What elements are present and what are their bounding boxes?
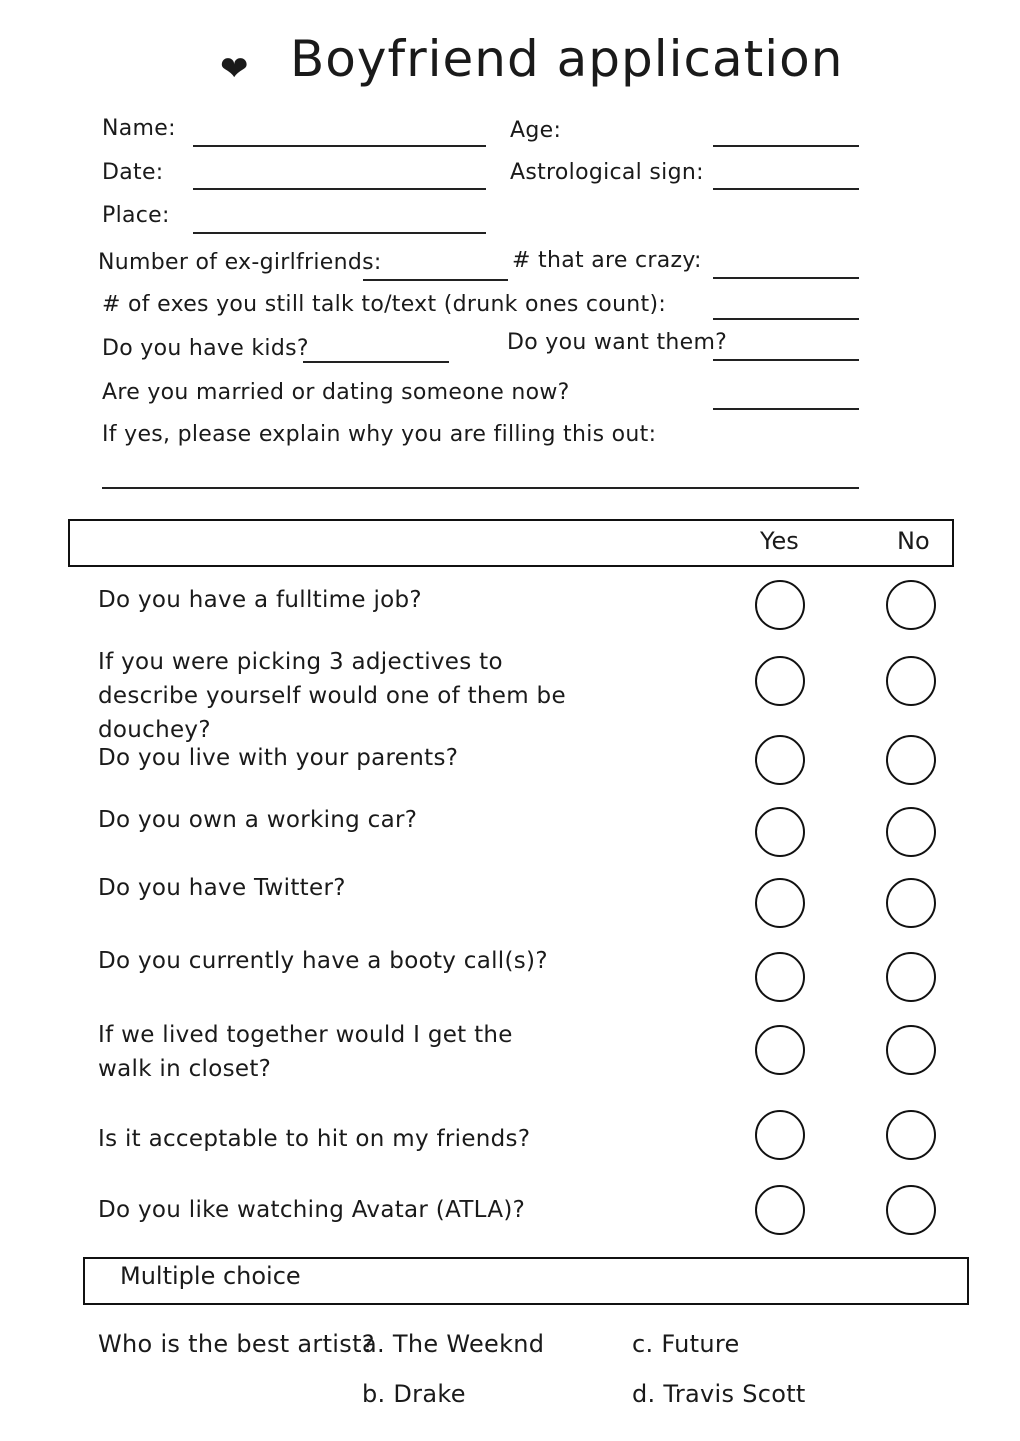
name-field[interactable] bbox=[193, 145, 486, 147]
name-label: Name: bbox=[102, 116, 176, 141]
no-radio-7[interactable] bbox=[886, 1025, 936, 1075]
question-douchey: If you were picking 3 adjectives to describe yourself would one of them be douchey? bbox=[98, 649, 566, 743]
kids-field[interactable] bbox=[303, 361, 449, 363]
option-b[interactable]: b. Drake bbox=[362, 1380, 466, 1408]
kids-label: Do you have kids? bbox=[102, 336, 309, 361]
option-c[interactable]: c. Future bbox=[632, 1330, 740, 1358]
yes-radio-2[interactable] bbox=[755, 656, 805, 706]
yes-radio-4[interactable] bbox=[755, 807, 805, 857]
no-radio-3[interactable] bbox=[886, 735, 936, 785]
explain-label: If yes, please explain why you are filling this out: bbox=[102, 422, 657, 447]
ex-girlfriends-field[interactable] bbox=[363, 279, 508, 281]
yes-column-label: Yes bbox=[760, 527, 799, 555]
artist-question: Who is the best artist? bbox=[98, 1330, 375, 1358]
yes-radio-1[interactable] bbox=[755, 580, 805, 630]
multiple-choice-label: Multiple choice bbox=[120, 1262, 301, 1290]
yes-radio-8[interactable] bbox=[755, 1110, 805, 1160]
page-title: Boyfriend application bbox=[290, 30, 844, 88]
age-field[interactable] bbox=[713, 145, 859, 147]
no-radio-8[interactable] bbox=[886, 1110, 936, 1160]
crazy-field[interactable] bbox=[713, 277, 859, 279]
age-label: Age: bbox=[510, 118, 562, 143]
astrological-sign-label: Astrological sign: bbox=[510, 160, 704, 185]
yes-radio-3[interactable] bbox=[755, 735, 805, 785]
no-radio-2[interactable] bbox=[886, 656, 936, 706]
yes-radio-7[interactable] bbox=[755, 1025, 805, 1075]
question-friends: Is it acceptable to hit on my friends? bbox=[98, 1126, 531, 1152]
question-twitter: Do you have Twitter? bbox=[98, 875, 346, 901]
married-field[interactable] bbox=[713, 408, 859, 410]
ex-girlfriends-label: Number of ex-girlfriends: bbox=[98, 250, 382, 275]
yes-no-header bbox=[68, 519, 954, 567]
place-field[interactable] bbox=[193, 232, 486, 234]
no-column-label: No bbox=[897, 527, 930, 555]
want-kids-label: Do you want them? bbox=[507, 330, 728, 355]
exes-talk-label: # of exes you still talk to/text (drunk ones count): bbox=[102, 292, 667, 317]
want-kids-field[interactable] bbox=[713, 359, 859, 361]
no-radio-9[interactable] bbox=[886, 1185, 936, 1235]
question-booty-call: Do you currently have a booty call(s)? bbox=[98, 948, 548, 974]
option-d[interactable]: d. Travis Scott bbox=[632, 1380, 806, 1408]
married-label: Are you married or dating someone now? bbox=[102, 380, 570, 405]
no-radio-4[interactable] bbox=[886, 807, 936, 857]
place-label: Place: bbox=[102, 203, 170, 228]
question-car: Do you own a working car? bbox=[98, 807, 418, 833]
question-fulltime-job: Do you have a fulltime job? bbox=[98, 587, 422, 613]
date-field[interactable] bbox=[193, 188, 486, 190]
no-radio-5[interactable] bbox=[886, 878, 936, 928]
yes-radio-9[interactable] bbox=[755, 1185, 805, 1235]
no-radio-1[interactable] bbox=[886, 580, 936, 630]
explain-field[interactable] bbox=[102, 487, 859, 489]
no-radio-6[interactable] bbox=[886, 952, 936, 1002]
option-a[interactable]: a. The Weeknd bbox=[362, 1330, 545, 1358]
question-avatar: Do you like watching Avatar (ATLA)? bbox=[98, 1197, 526, 1223]
question-parents: Do you live with your parents? bbox=[98, 745, 459, 771]
exes-talk-field[interactable] bbox=[713, 318, 859, 320]
yes-radio-6[interactable] bbox=[755, 952, 805, 1002]
yes-radio-5[interactable] bbox=[755, 878, 805, 928]
heart-icon: ❤ bbox=[220, 49, 249, 89]
astrological-sign-field[interactable] bbox=[713, 188, 859, 190]
date-label: Date: bbox=[102, 160, 164, 185]
question-walk-in-closet: If we lived together would I get the walk in closet? bbox=[98, 1022, 513, 1082]
crazy-label: # that are crazy: bbox=[512, 248, 702, 273]
